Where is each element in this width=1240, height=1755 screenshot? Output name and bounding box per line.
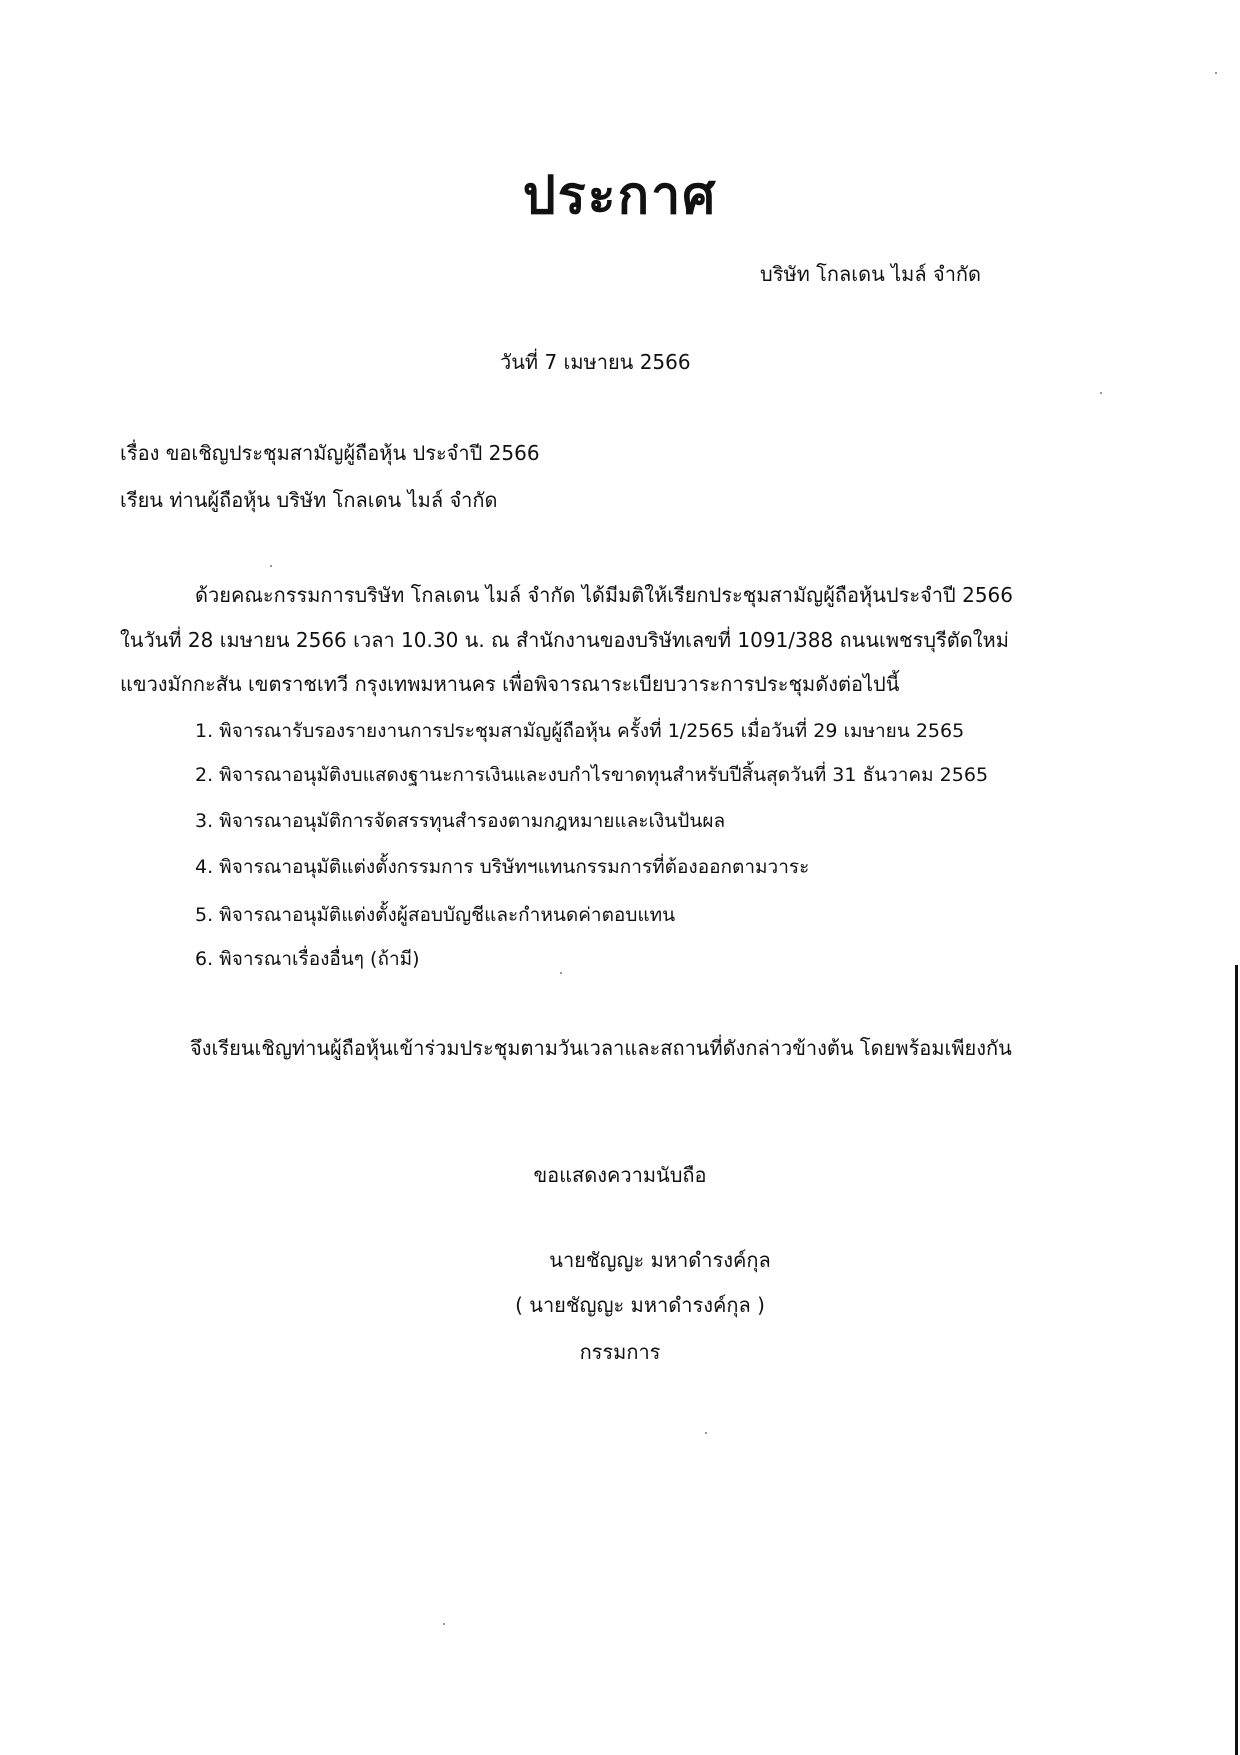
body-paragraph-line: แขวงมักกะสัน เขตราชเทวี กรุงเทพมหานคร เพื่อพิจารณาระเบียบวาระการประชุมดังต่อไปนี้	[120, 672, 900, 696]
document-date: วันที่ 7 เมษายน 2566	[500, 350, 691, 374]
closing-regards: ขอแสดงความนับถือ	[533, 1163, 707, 1187]
scan-speck	[443, 1623, 445, 1625]
scan-speck	[1100, 392, 1102, 394]
body-paragraph-line: ในวันที่ 28 เมษายน 2566 เวลา 10.30 น. ณ สำนักงานของบริษัทเลขที่ 1091/388 ถนนเพชรบุรีตัดใหม่	[120, 628, 1009, 652]
scan-speck	[270, 565, 272, 567]
issuer-company: บริษัท โกลเดน ไมล์ จำกัด	[760, 262, 982, 286]
agenda-item: 1. พิจารณารับรองรายงานการประชุมสามัญผู้ถือหุ้น ครั้งที่ 1/2565 เมื่อวันที่ 29 เมษายน 2565	[195, 720, 965, 742]
agenda-item: 5. พิจารณาอนุมัติแต่งตั้งผู้สอบบัญชีและกำหนดค่าตอบแทน	[195, 904, 676, 926]
signer-name: นายชัญญะ มหาดำรงค์กุล	[549, 1248, 771, 1272]
scan-edge-line	[1235, 965, 1238, 1755]
signer-position: กรรมการ	[579, 1340, 661, 1364]
scan-speck	[1215, 72, 1217, 74]
subject-line: เรื่อง ขอเชิญประชุมสามัญผู้ถือหุ้น ประจำปี 2566	[120, 441, 540, 465]
closing-invitation: จึงเรียนเชิญท่านผู้ถือหุ้นเข้าร่วมประชุมตามวันเวลาและสถานที่ดังกล่าวข้างต้น โดยพร้อมเพียงกัน	[190, 1036, 1012, 1060]
body-paragraph-line: ด้วยคณะกรรมการบริษัท โกลเดน ไมล์ จำกัด ได้มีมติให้เรียกประชุมสามัญผู้ถือหุ้นประจำปี 2566	[195, 583, 1013, 607]
signer-name-parenthetical: ( นายชัญญะ มหาดำรงค์กุล )	[515, 1293, 765, 1317]
agenda-item: 3. พิจารณาอนุมัติการจัดสรรทุนสำรองตามกฎหมายและเงินปันผล	[195, 810, 726, 832]
recipient-line: เรียน ท่านผู้ถือหุ้น บริษัท โกลเดน ไมล์ จำกัด	[120, 488, 498, 512]
scan-speck	[705, 1432, 707, 1434]
scan-speck	[560, 972, 562, 974]
agenda-item: 6. พิจารณาเรื่องอื่นๆ (ถ้ามี)	[195, 948, 420, 970]
agenda-item: 2. พิจารณาอนุมัติงบแสดงฐานะการเงินและงบกำไรขาดทุนสำหรับปีสิ้นสุดวันที่ 31 ธันวาคม 2565	[195, 764, 989, 786]
agenda-item: 4. พิจารณาอนุมัติแต่งตั้งกรรมการ บริษัทฯแทนกรรมการที่ต้องออกตามวาระ	[195, 856, 810, 878]
document-title: ประกาศ	[522, 166, 718, 226]
